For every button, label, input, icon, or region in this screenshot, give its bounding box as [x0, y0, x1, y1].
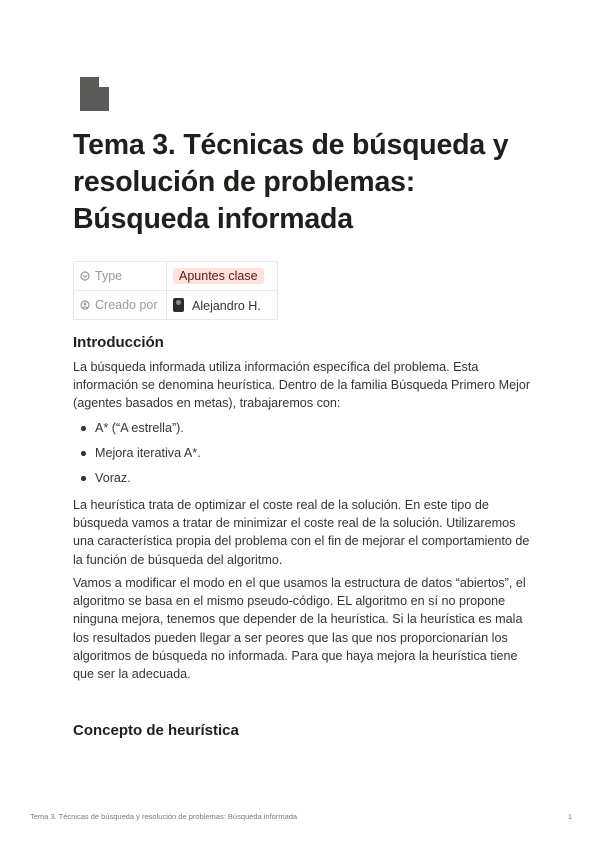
- property-value-cell[interactable]: [167, 262, 278, 291]
- property-row-created-by: [74, 291, 278, 320]
- bullet-list: [73, 419, 201, 494]
- created-by-icon: [80, 300, 90, 310]
- property-name-cell: [74, 262, 167, 291]
- page-title: Tema 3. Técnicas de búsqueda y resolución de problemas: Búsqueda informada: [73, 129, 509, 235]
- property-value-cell[interactable]: [167, 291, 278, 320]
- list-item: Voraz.: [73, 469, 201, 494]
- property-row-type: [74, 262, 278, 291]
- list-item: A* (“A estrella”).: [73, 419, 201, 444]
- intro-paragraph: La búsqueda informada utiliza información específica del problema. Esta información se denomina heurística. Dentro de la familia Búsqueda Primero Mejor (agentes basados en metas), trabajaremos con:: [73, 360, 531, 411]
- author-name[interactable]: Alejandro H.: [192, 298, 261, 313]
- property-name-cell: [74, 291, 167, 320]
- property-label-created-by: Creado por: [95, 298, 158, 312]
- body-paragraph: Vamos a modificar el modo en el que usamos la estructura de datos “abiertos”, el algoritmo se basa en el mismo pseudo-código. EL algoritmo en sí no propone ninguna mejora, tenemos que depender de la heurística. Si la heurística es mala los resultados pueden llegar a ser peores que las que nos proporcionarían los algoritmos de búsqueda no informada. Para que haya mejora la heurística tiene que ser la adecuada.: [73, 576, 526, 682]
- section-heading-intro: Introducción: [73, 334, 164, 351]
- list-item: Mejora iterativa A*.: [73, 444, 201, 469]
- page-number: 1: [567, 812, 572, 821]
- type-icon: [80, 271, 90, 281]
- avatar-icon: [173, 298, 184, 312]
- body-paragraph: La heurística trata de optimizar el coste real de la solución. En este tipo de búsqueda vamos a tratar de minimizar el coste real de la solución. Utilizaremos una característica propia del problema con el fin de mejorar el comportamiento de la función de búsqueda del algoritmo.: [73, 498, 530, 567]
- properties-table: [73, 261, 278, 320]
- property-label-type: Type: [95, 269, 123, 283]
- page-footer: Tema 3. Técnicas de búsqueda y resolución de problemas: Búsqueda informada: [30, 812, 298, 821]
- document-icon: [80, 77, 109, 111]
- type-tag[interactable]: Apuntes clase: [173, 268, 264, 284]
- section-heading-concept: Concepto de heurística: [73, 722, 239, 739]
